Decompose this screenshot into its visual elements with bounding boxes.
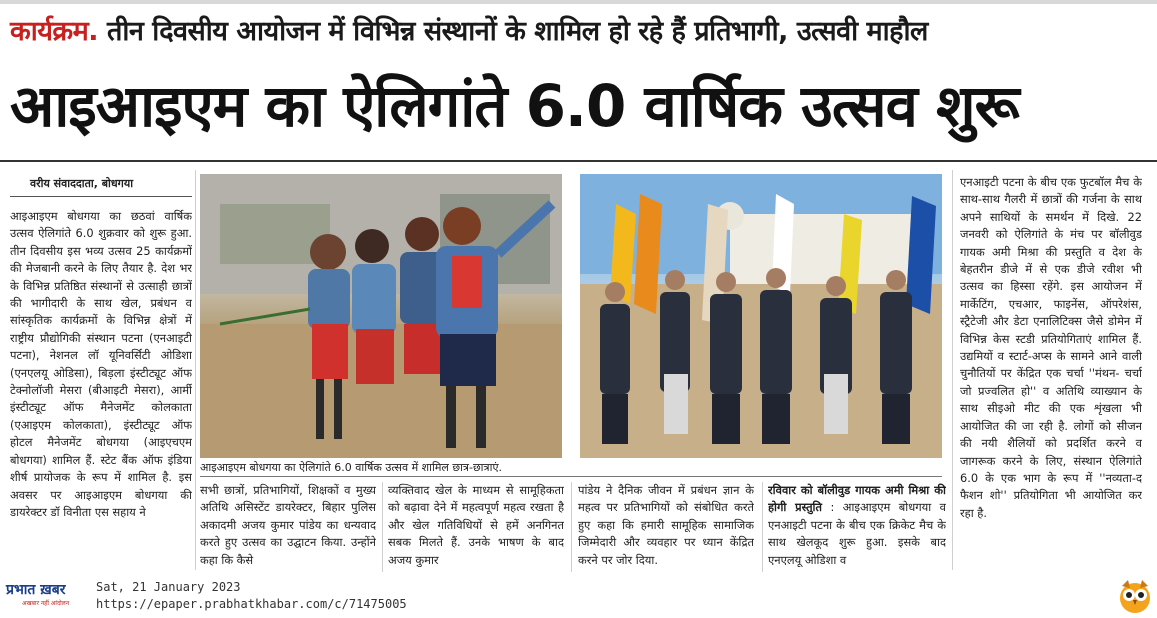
caption-rule: [200, 476, 942, 477]
sub-heading: रविवार को बॉलीवुड गायक अमी मिश्रा की होगी प्रस्तुति: [768, 483, 946, 515]
epaper-url[interactable]: https://epaper.prabhatkhabar.com/c/71475005: [96, 597, 407, 611]
article-column-5-text: : आइआइएम बोधगया व एनआइटी पटना के बीच एक क्रिकेट मैच के साथ खेलकूद शुरू हुआ. इसके बाद एनएलयू ओडिशा व: [768, 500, 946, 567]
byline: वरीय संवाददाता, बोधगया: [30, 177, 134, 190]
article-column-1: आइआइएम बोधगया का छठवां वार्षिक उत्सव ऐलिगांते 6.0 शुक्रवार को शुरू हुआ. तीन दिवसीय इस भव्य उत्सव 25 कार्यक्रमों की मेजबानी करने के लिए तैयार है. देश भर के विभिन्न प्रतिष्ठित संस्थानों से उत्साही छात्रों की भागीदारी के साथ खेल, प्रबंधन व सांस्कृतिक कार्यक्रमों के विभिन्न क्षेत्रों में राष्ट्रीय प्रौद्योगिकी संस्थान पटना (एनआइटी पटना), नेशनल लॉ यूनिवर्सिटी ओडिशा (एनएलयू ओडिसा), बिड़ला इंस्टीट्यूट ऑफ टेक्नोलॉजी मेसरा (बीआइटी मेसरा), आर्मी इंस्टीट्यूट ऑफ मैनेजमेंट कोलकाता (एआइएम कोलकाता), इंस्टीट्यूट ऑफ होटल मैनेजमेंट बोधगया (आइएचएम बोधगया) शामिल हैं. स्टेट बैंक ऑफ इंडिया शीर्ष प्रायोजक के रूप में शामिल है. इस अवसर पर आइआइएम बोधगया की डायरेक्टर डॉ विनीता एस सहाय ने: [10, 209, 192, 519]
column-divider: [952, 170, 953, 570]
photo-students: [200, 174, 562, 458]
prabhat-khabar-logo: [6, 580, 90, 612]
kicker-text: तीन दिवसीय आयोजन में विभिन्न संस्थानों के शामिल हो रहे हैं प्रतिभागी, उत्सवी माहौल: [106, 16, 928, 47]
photo-caption: आइआइएम बोधगया का ऐलिगांते 6.0 वार्षिक उत्सव में शामिल छात्र-छात्राएं.: [200, 461, 503, 474]
edition-date: Sat, 21 January 2023: [96, 580, 241, 594]
column-divider: [382, 482, 383, 572]
kicker-label: कार्यक्रम.: [10, 16, 99, 47]
article-column-5: [768, 482, 946, 572]
photo-flag-bearers: [580, 174, 942, 458]
article-column-4: पांडेय ने दैनिक जीवन में प्रबंधन ज्ञान के महत्व पर प्रतिभागियों को संबोधित करते हुए कहा कि हमारी सामूहिक सामाजिक जिम्मेदारी और व्यवहार पर ध्यान केंद्रित करने पर जोर दिया.: [578, 483, 754, 567]
column-divider: [762, 482, 763, 572]
column-divider: [571, 482, 572, 572]
kicker: [10, 14, 1150, 50]
article-column-6: एनआइटी पटना के बीच एक फुटबॉल मैच के साथ-साथ गैलरी में छात्रों की गर्जना के साथ अपने साथियों के समर्थन में दिखे. 22 जनवरी को ऐलिगांते के मंच पर बॉलीवुड गायक अमी मिश्रा की प्रस्तुति व देश के बेहतरीन डीजे में से एक डीजे रवीश भी उत्सव का हिस्सा रहेंगे. इस आयोजन में मार्केटिंग, एचआर, फाइनेंस, ऑपरेशंस, स्ट्रैटेजी और डेटा एनालिटिक्स जैसे डोमेन में विभिन्न केस स्टडी प्रतियोगिताएं शामिल हैं. उद्यमियों व स्टार्ट-अप्स के सामने आने वाली चुनौतियों पर केंद्रित एक चर्चा ''मंथन- चर्चा जो प्रज्वलित हो'' व अतिथि व्याख्यान के साथ सीइओ मीट की एक शृंखला भी आयोजित की जा रही है. लोगों को सीजन की नयी शैलियों को प्रदर्शित करने व जागरूक करने के लिए, संस्थान ऐलिगांते 6.0 के एक भाग के रूप में ''नव्यता-द फैशन शो'' प्रतियोगिता भी आयोजित कर रहा है.: [960, 175, 1142, 520]
byline-rule: [10, 196, 192, 197]
photo-students-illustration: [200, 174, 562, 458]
article-column-2: सभी छात्रों, प्रतिभागियों, शिक्षकों व मुख्य अतिथि असिस्टेंट डायरेक्टर, बिहार पुलिस अकादमी अजय कुमार पांडेय का धन्यवाद करते हुए उत्सव का उद्घाटन किया. उन्होंने कहा कि कैसे: [200, 483, 376, 567]
headline-rule: [0, 160, 1157, 162]
logo-tagline: अखबार नहीं आंदोलन: [22, 600, 70, 607]
logo-text: प्रभात ख़बर: [6, 582, 66, 598]
top-strip: [0, 0, 1157, 4]
photo-flag-bearers-illustration: [580, 174, 942, 458]
article-column-3: व्यक्तिवाद खेल के माध्यम से सामूहिकता को बढ़ावा देने में महत्वपूर्ण महत्व रखता है और खेल गतिविधियों से हमें अनगिनत सबक मिलते हैं. उनके भाषण के बाद अजय कुमार: [388, 483, 564, 567]
column-divider: [195, 170, 196, 570]
headline: आइआइएम का ऐलिगांते 6.0 वार्षिक उत्सव शुरू: [10, 72, 1019, 140]
owl-icon[interactable]: [1118, 578, 1152, 614]
